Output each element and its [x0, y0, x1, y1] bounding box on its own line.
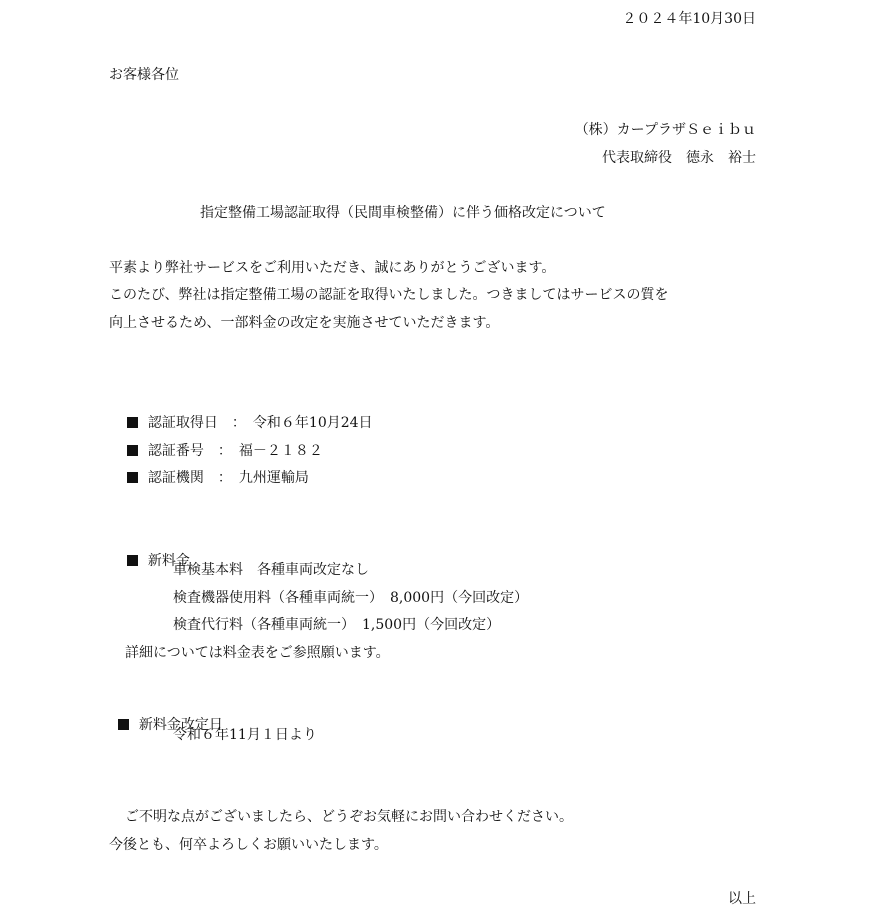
- fee-note: 詳細については料金表をご参照願います。: [125, 645, 390, 661]
- cert-number-text: 認証番号 ： 福－２１８２: [147, 443, 323, 459]
- letter-date: ２０２４年10月30日: [622, 11, 756, 27]
- closing-line-2: 今後とも、何卒よろしくお願いいたします。: [109, 837, 388, 853]
- square-bullet-icon: [127, 472, 138, 483]
- new-fees-heading-text: 新料金: [147, 553, 190, 569]
- addressee: お客様各位: [109, 67, 179, 83]
- fee-item-agency: 検査代行料（各種車両統一） 1,500円（今回改定）: [173, 617, 501, 633]
- square-bullet-icon: [118, 719, 129, 730]
- cert-authority: [118, 451, 309, 487]
- effective-date: 令和６年11月１日より: [173, 727, 317, 743]
- fee-item-base: 車検基本料 各種車両改定なし: [173, 562, 369, 578]
- end-mark: 以上: [728, 891, 756, 907]
- cert-authority-text: 認証機関 ： 九州運輸局: [147, 470, 309, 486]
- closing-line-1: ご不明な点がございましたら、どうぞお気軽にお問い合わせください。: [125, 809, 573, 825]
- sender-company: （株）カープラザＳｅｉｂｕ: [574, 122, 756, 138]
- intro-line-2: このたび、弊社は指定整備工場の認証を取得いたしました。つきましてはサービスの質を: [109, 287, 669, 303]
- square-bullet-icon: [127, 555, 138, 566]
- document-title: 指定整備工場認証取得（民間車検整備）に伴う価格改定について: [200, 205, 606, 221]
- effective-heading-text: 新料金改定日: [138, 717, 223, 733]
- fee-item-equipment: 検査機器使用料（各種車両統一） 8,000円（今回改定）: [173, 590, 529, 606]
- intro-line-1: 平素より弊社サービスをご利用いただき、誠にありがとうございます。: [109, 260, 556, 276]
- sender-representative: 代表取締役 德永 裕士: [602, 150, 756, 166]
- cert-acquired-date-text: 認証取得日 ： 令和６年10月24日: [147, 415, 373, 431]
- intro-line-3: 向上させるため、一部料金の改定を実施させていただきます。: [109, 315, 500, 331]
